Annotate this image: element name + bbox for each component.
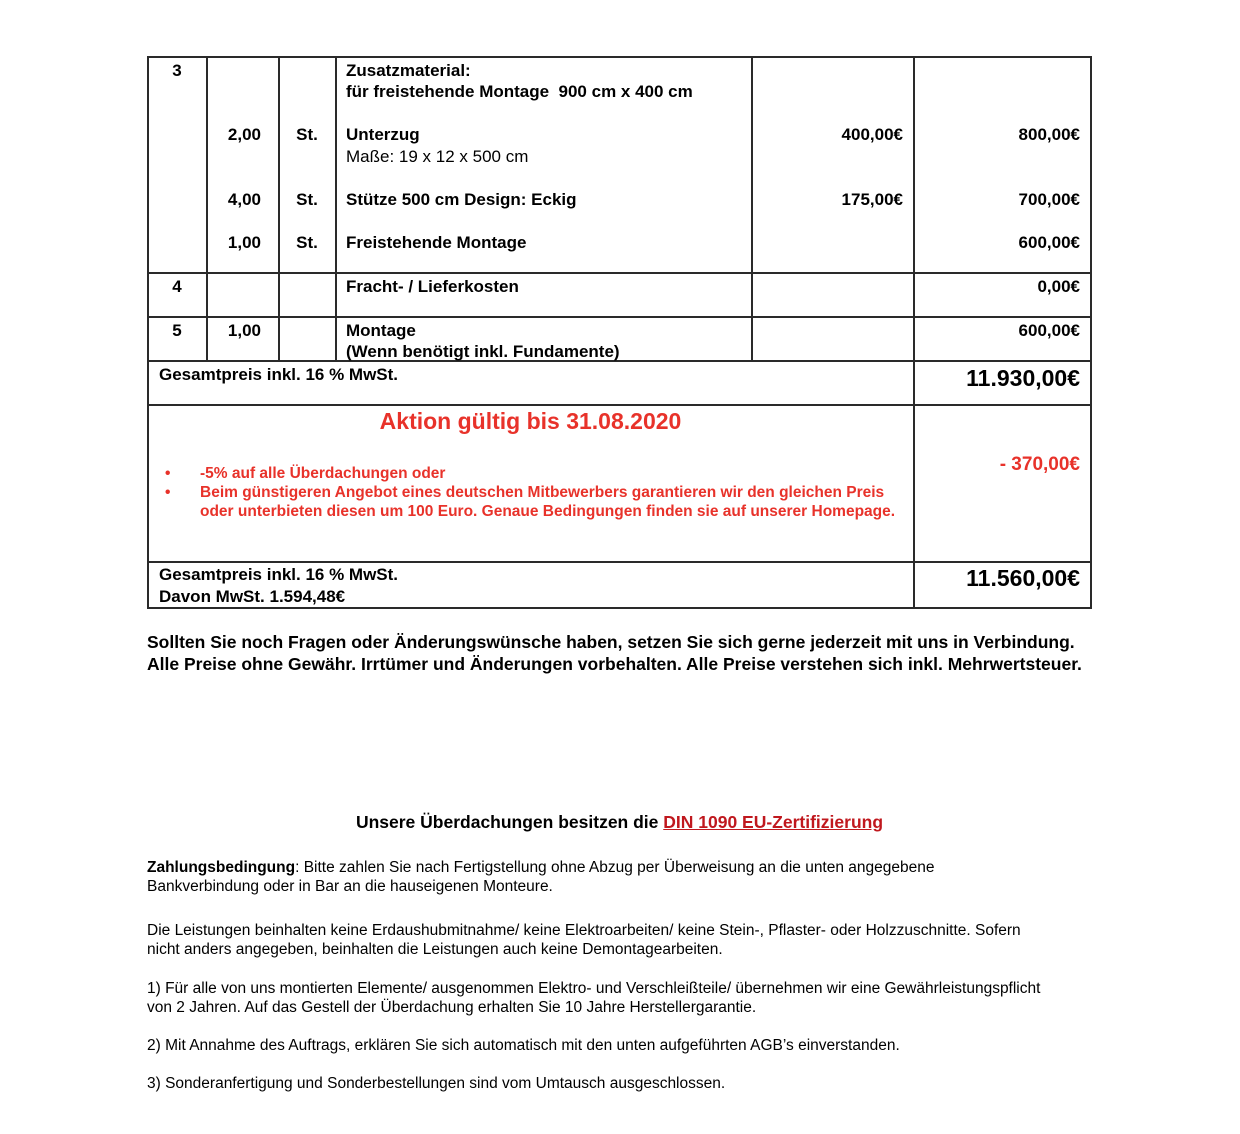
promo-bullet — [147, 483, 907, 521]
group-title: Zusatzmaterial: — [346, 61, 471, 80]
total-label: Gesamtpreis inkl. 16 % MwSt. — [159, 565, 399, 584]
bullet-icon: • — [165, 484, 171, 501]
promo-bullets — [147, 464, 907, 521]
table-divider — [147, 316, 1092, 318]
item-description: Montage — [346, 321, 416, 340]
bullet-icon: • — [165, 465, 171, 482]
item-description: Unterzug — [346, 125, 420, 144]
terms-services: Die Leistungen beinhalten keine Erdaushubmitnahme/ keine Elektroarbeiten/ keine Stein-, Pflaster- oder Holzzuschnitte. Sofern nicht anders angegeben, beinhalten die Leistungen auch keine Demontagearbeiten. — [147, 922, 1021, 958]
item-quantity: 4,00 — [227, 190, 261, 209]
notice-paragraph: Sollten Sie noch Fragen oder Änderungswünsche haben, setzen Sie sich gerne jederzeit mit uns in Verbindung. Alle Preise ohne Gewähr. Irrtümer und Änderungen vorbehalten. Alle Preise verstehen sich inkl. Mehrwertsteuer. — [147, 632, 1082, 674]
terms-agb: 2) Mit Annahme des Auftrags, erklären Sie sich automatisch mit den unten aufgeführten AGB’s einverstanden. — [147, 1037, 900, 1054]
item-unit-price: 400,00€ — [841, 125, 903, 144]
promo-bullet — [147, 464, 907, 483]
item-unit: St. — [296, 190, 318, 209]
certification-link[interactable]: DIN 1090 EU-Zertifizierung — [663, 812, 884, 832]
table-border-right — [1090, 56, 1092, 608]
item-quantity: 1,00 — [227, 233, 261, 252]
promo-discount: - 370,00€ — [999, 454, 1080, 475]
item-description: Fracht- / Lieferkosten — [346, 277, 519, 296]
item-unit: St. — [296, 233, 318, 252]
terms-warranty: 1) Für alle von uns montierten Elemente/ ausgenommen Elektro- und Verschleißteile/ übernehmen wir eine Gewährleistungspflicht von 2 Jahren. Auf das Gestell der Überdachung erhalten Sie 10 Jahre Herstellergarantie. — [147, 980, 1041, 1016]
item-total: 800,00€ — [1018, 125, 1080, 144]
item-description-detail: (Wenn benötigt inkl. Fundamente) — [346, 342, 620, 361]
item-total: 700,00€ — [1018, 190, 1080, 209]
item-total: 0,00€ — [1037, 277, 1080, 296]
terms-exclusion: 3) Sonderanfertigung und Sonderbestellungen sind vom Umtausch ausgeschlossen. — [147, 1075, 726, 1092]
table-divider — [147, 404, 1092, 406]
payment-terms — [147, 858, 1047, 896]
position-number: 4 — [172, 277, 182, 296]
certification-line — [147, 811, 1092, 833]
item-description: Freistehende Montage — [346, 233, 527, 252]
promo-title: Aktion gültig bis 31.08.2020 — [379, 408, 682, 434]
vat-line: Davon MwSt. 1.594,48€ — [159, 587, 346, 606]
payment-label: Zahlungsbedingung — [147, 859, 296, 876]
group-subtitle: für freistehende Montage 900 cm x 400 cm — [346, 82, 693, 101]
subtotal-label: Gesamtpreis inkl. 16 % MwSt. — [159, 365, 399, 384]
table-divider — [147, 561, 1092, 563]
table-divider — [147, 272, 1092, 274]
position-number: 3 — [172, 61, 182, 80]
table-border-bottom — [147, 607, 1092, 609]
item-total: 600,00€ — [1018, 321, 1080, 340]
table-border-top — [147, 56, 1092, 58]
item-quantity: 1,00 — [227, 321, 261, 340]
subtotal-value: 11.930,00€ — [966, 365, 1080, 391]
certification-text: Unsere Überdachungen besitzen die — [355, 812, 664, 832]
promo-bullet-text: -5% auf alle Überdachungen oder — [200, 465, 446, 482]
payment-text: : Bitte zahlen Sie nach Fertigstellung ohne Abzug per Überweisung an die unten angegebene Bankverbindung oder in Bar an die hauseigenen Monteure. — [147, 859, 935, 895]
promo-bullet-text: Beim günstigeren Angebot eines deutschen Mitbewerbers garantieren wir den gleichen Preis oder unterbieten diesen um 100 Euro. Genaue Bedingungen finden sie auf unserer Homepage. — [200, 484, 896, 520]
item-description: Stütze 500 cm Design: Eckig — [346, 190, 577, 209]
item-unit: St. — [296, 125, 318, 144]
position-number: 5 — [172, 321, 182, 340]
total-value: 11.560,00€ — [966, 565, 1080, 591]
item-total: 600,00€ — [1018, 233, 1080, 252]
item-unit-price: 175,00€ — [841, 190, 903, 209]
item-quantity: 2,00 — [227, 125, 261, 144]
table-column-line — [335, 56, 337, 361]
item-description-detail: Maße: 19 x 12 x 500 cm — [346, 147, 529, 166]
